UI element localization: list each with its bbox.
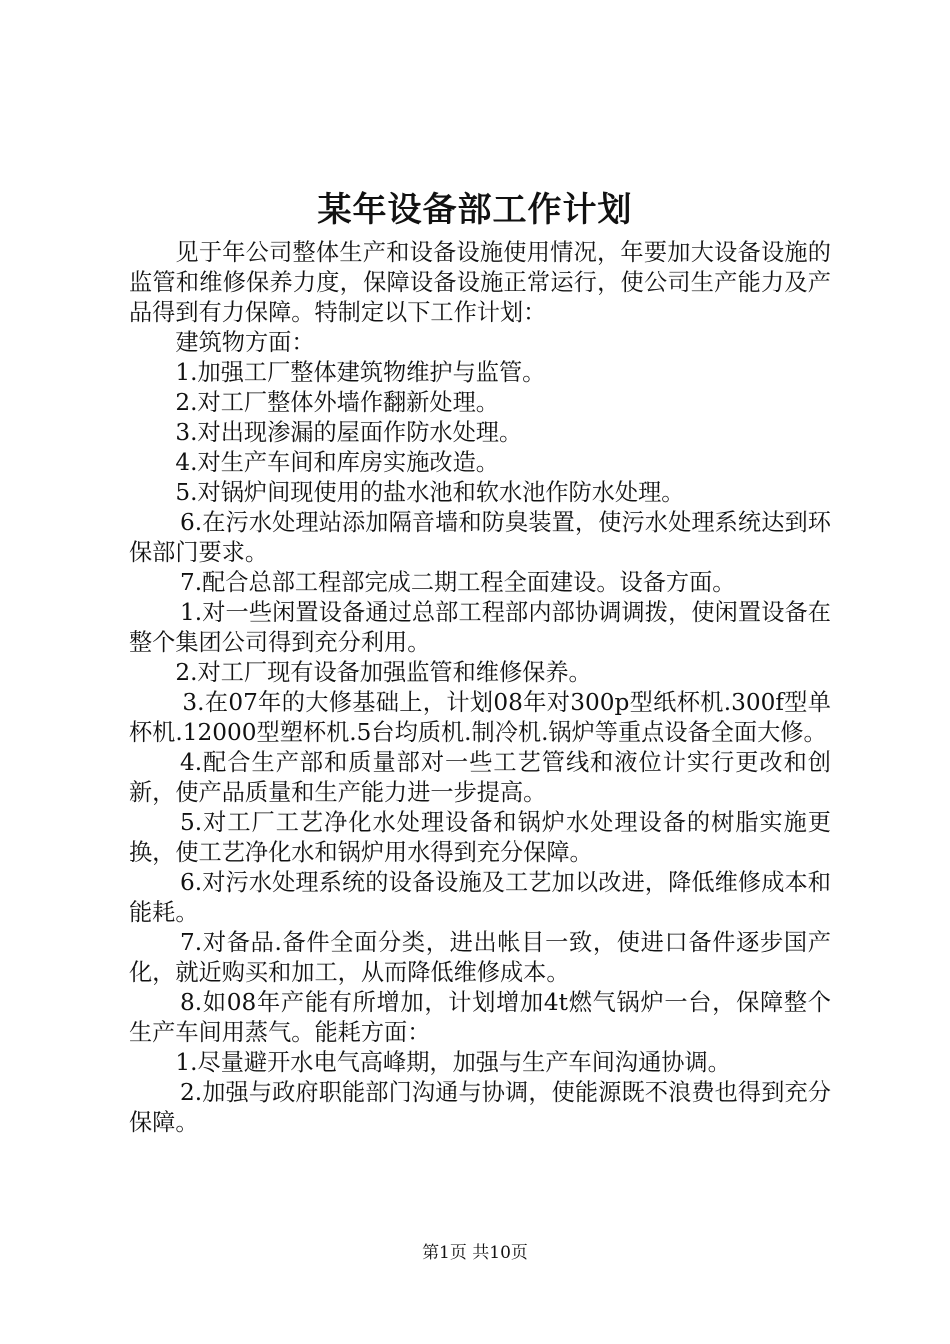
paragraph: 3.在07年的大修基础上，计划08年对300p型纸杯机.300f型单杯机.12000型塑杯机.5台均质机.制冷机.锅炉等重点设备全面大修。 [129, 689, 831, 746]
paragraph: 5.对锅炉间现使用的盐水池和软水池作防水处理。 [175, 479, 685, 506]
paragraph: 见于年公司整体生产和设备设施使用情况，年要加大设备设施的监管和维修保养力度，保障设备设施正常运行，使公司生产能力及产品得到有力保障。特制定以下工作计划： [129, 239, 831, 326]
paragraph: 7.配合总部工程部完成二期工程全面建设。设备方面。 [180, 569, 736, 596]
paragraph: 5.对工厂工艺净化水处理设备和锅炉水处理设备的树脂实施更换，使工艺净化水和锅炉用水得到充分保障。 [129, 809, 831, 866]
paragraph: 1.对一些闲置设备通过总部工程部内部协调调拨，使闲置设备在整个集团公司得到充分利用。 [129, 599, 831, 656]
document-title: 某年设备部工作计划 [317, 190, 633, 230]
paragraph: 2.对工厂整体外墙作翻新处理。 [175, 389, 499, 416]
paragraph: 6.对污水处理系统的设备设施及工艺加以改进，降低维修成本和能耗。 [129, 869, 831, 926]
paragraph: 4.配合生产部和质量部对一些工艺管线和液位计实行更改和创新，使产品质量和生产能力进一步提高。 [129, 749, 831, 806]
page-footer: 第1页 共10页 [422, 1243, 528, 1263]
paragraph: 6.在污水处理站添加隔音墙和防臭装置，使污水处理系统达到环保部门要求。 [129, 509, 831, 566]
paragraph: 建筑物方面： [175, 329, 315, 356]
paragraph: 2.加强与政府职能部门沟通与协调，使能源既不浪费也得到充分保障。 [129, 1079, 831, 1136]
paragraph: 1.加强工厂整体建筑物维护与监管。 [175, 359, 546, 386]
paragraph: 3.对出现渗漏的屋面作防水处理。 [175, 419, 523, 446]
paragraph: 8.如08年产能有所增加，计划增加4t燃气锅炉一台，保障整个生产车间用蒸气。能耗方面： [129, 989, 831, 1046]
paragraph: 1.尽量避开水电气高峰期，加强与生产车间沟通协调。 [175, 1049, 731, 1076]
paragraph: 7.对备品.备件全面分类，进出帐目一致，使进口备件逐步国产化，就近购买和加工，从而降低维修成本。 [129, 929, 831, 986]
paragraph: 4.对生产车间和库房实施改造。 [175, 449, 499, 476]
paragraph: 2.对工厂现有设备加强监管和维修保养。 [175, 659, 592, 686]
document-body [129, 238, 831, 1138]
